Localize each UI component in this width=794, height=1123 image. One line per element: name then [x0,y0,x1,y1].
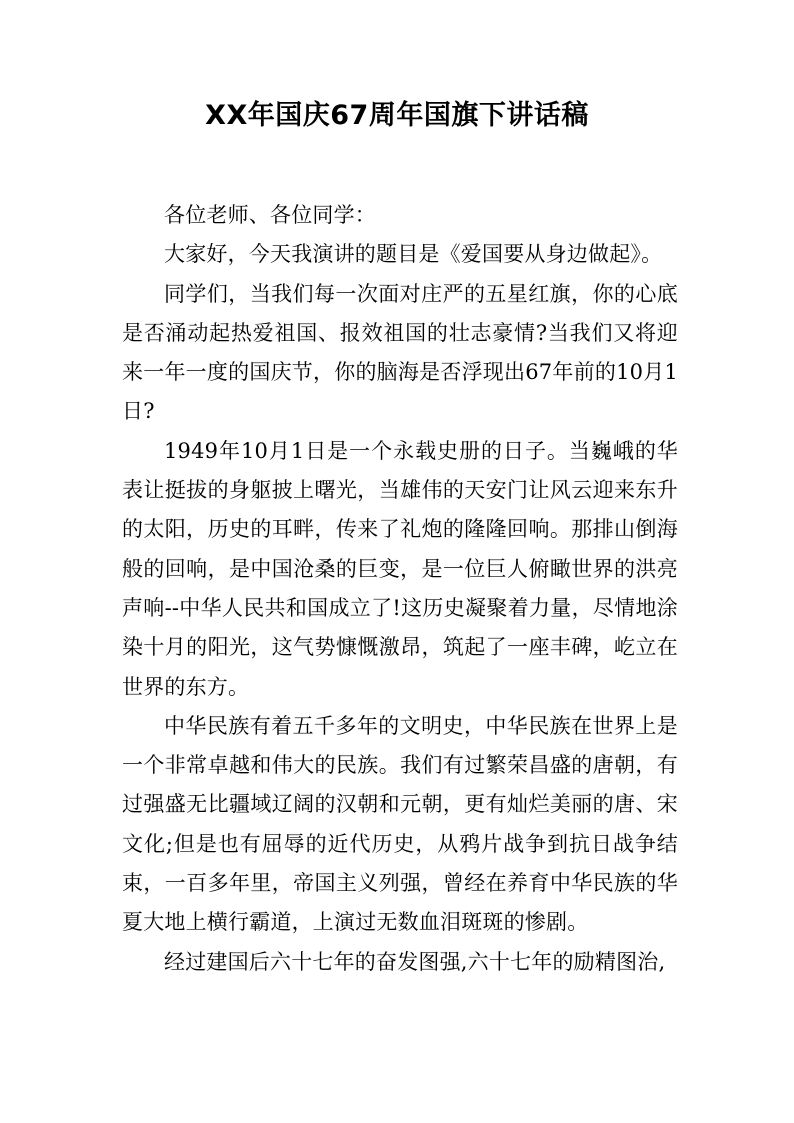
paragraph-founding: 1949年10月1日是一个永载史册的日子。当巍峨的华表让挺拔的身躯披上曙光，当雄伟的天安门让风云迎来东升的太阳，历史的耳畔，传来了礼炮的隆隆回响。那排山倒海般的回响，是中国沧桑的巨变，是一位巨人俯瞰世界的洪亮声响--中华人民共和国成立了!这历史凝聚着力量，尽情地涂染十月的阳光，这气势慷慨激昂，筑起了一座丰碑，屹立在世界的东方。 [122,438,678,699]
document-title: XX年国庆67周年国旗下讲话稿 [205,100,589,131]
paragraph-flag: 同学们，当我们每一次面对庄严的五星红旗，你的心底是否涌动起热爱祖国、报效祖国的壮志豪情?当我们又将迎来一年一度的国庆节，你的脑海是否浮现出67年前的10月1日? [122,281,678,424]
paragraph-progress: 经过建国后六十七年的奋发图强,六十七年的励精图治, [164,949,666,974]
document-body [122,196,678,982]
paragraph-history: 中华民族有着五千多年的文明史，中华民族在世界上是一个非常卓越和伟大的民族。我们有过繁荣昌盛的唐朝，有过强盛无比疆域辽阔的汉朝和元朝，更有灿烂美丽的唐、宋文化;但是也有屈辱的近代历史，从鸦片战争到抗日战争结束，一百多年里，帝国主义列强，曾经在养育中华民族的华夏大地上横行霸道，上演过无数血泪斑斑的惨剧。 [122,713,678,935]
paragraph-greeting: 各位老师、各位同学： [164,203,376,227]
paragraph-intro: 大家好，今天我演讲的题目是《爱国要从身边做起》。 [164,242,663,267]
